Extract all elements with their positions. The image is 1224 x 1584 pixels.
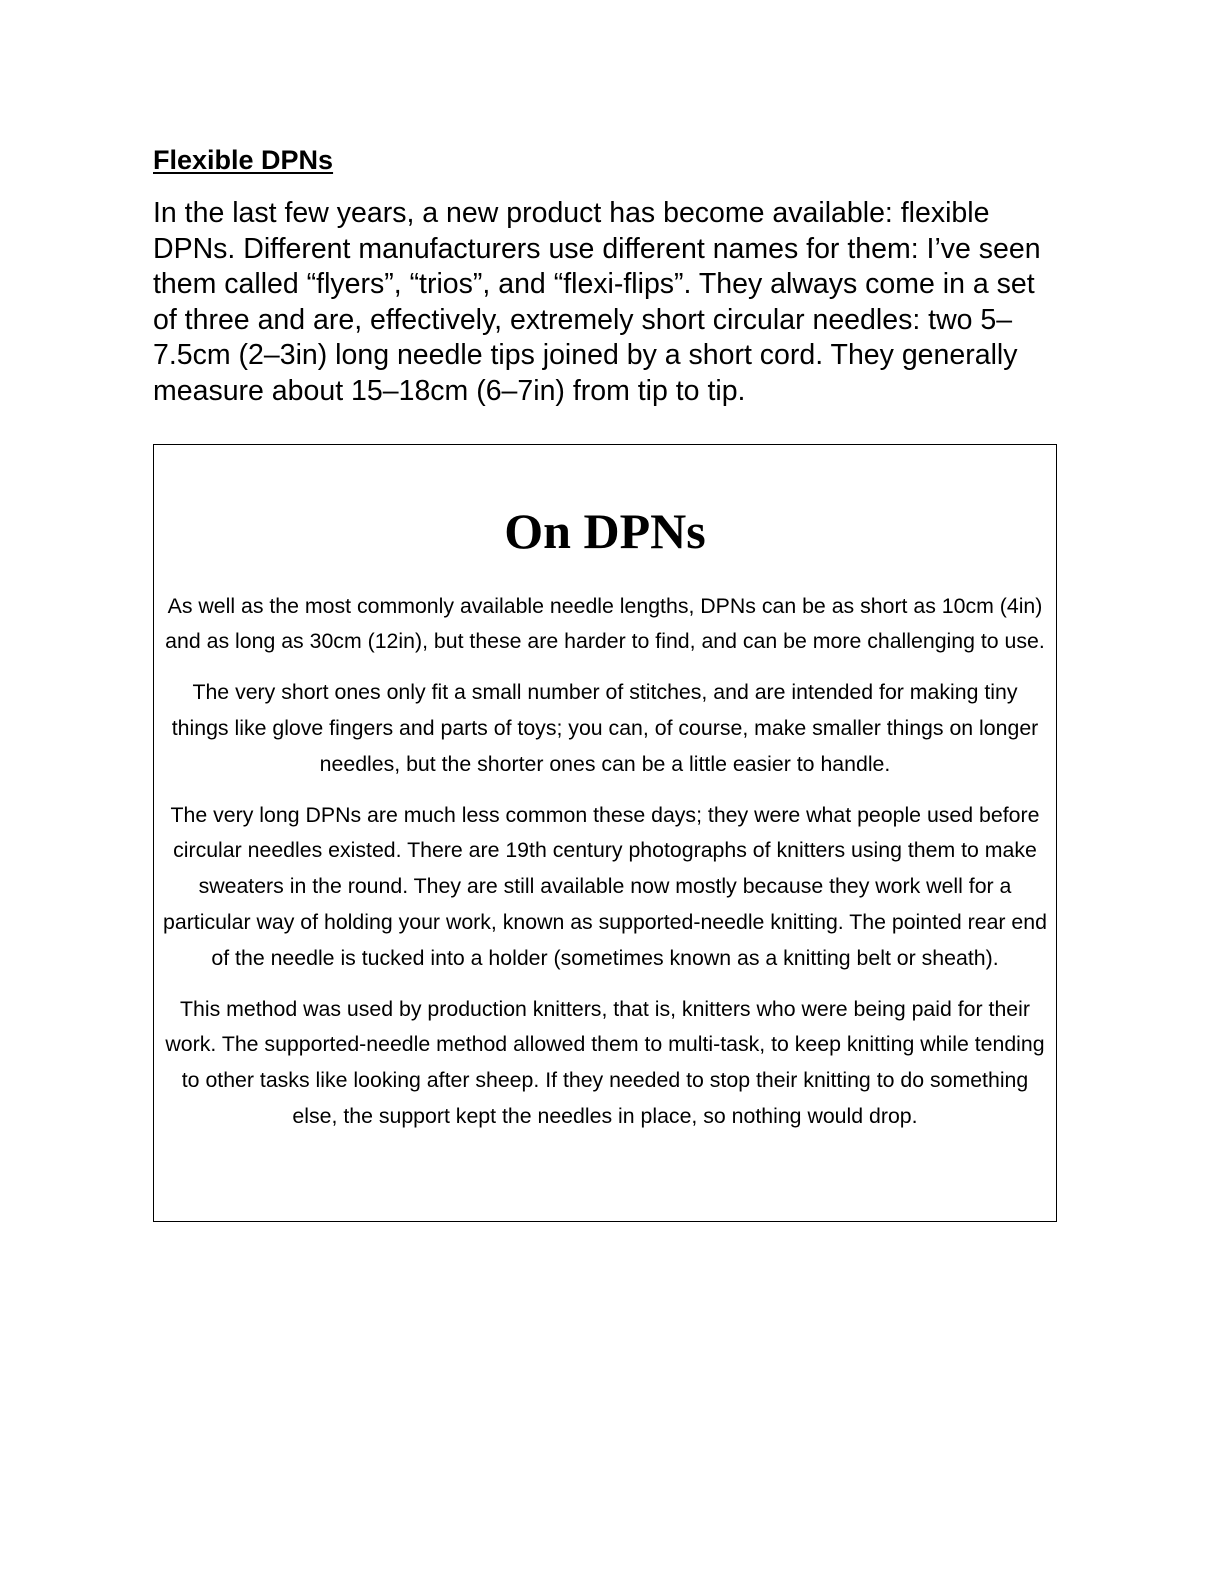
sidebar-paragraph: The very short ones only fit a small number of stitches, and are intended for making tiny things like glove fingers and parts of toys; you can, of course, make smaller things on longer needles, but the shorter ones can be a little easier to handle. xyxy=(171,680,1039,776)
sidebar-paragraph: The very long DPNs are much less common these days; they were what people used before circular needles existed. There are 19th century photographs of knitters using them to make sweaters in the round. They are still available now mostly because they work well for a particular way of holding your work, known as supported-needle knitting. The pointed rear end of the needle is tucked into a holder (sometimes known as a knitting belt or sheath). xyxy=(163,802,1047,970)
sidebar-paragraph: As well as the most commonly available needle lengths, DPNs can be as short as 10cm (4in) and as long as 30cm (12in), but these are harder to find, and can be more challenging to use. xyxy=(165,593,1045,654)
sidebar-paragraph: This method was used by production knitters, that is, knitters who were being paid for their work. The supported-needle method allowed them to multi-task, to keep knitting while tending to other tasks like looking after sheep. If they needed to stop their knitting to do something else, the support kept the needles in place, so nothing would drop. xyxy=(165,996,1045,1128)
section-heading: Flexible DPNs xyxy=(153,145,334,175)
sidebar-title: On DPNs xyxy=(504,502,706,559)
intro-paragraph: In the last few years, a new product has become available: flexible DPNs. Different manufacturers use different names for them: I’ve seen them called “flyers”, “trios”, and “flexi-flips”. They always come in a set of three and are, effectively, extremely short circular needles: two 5–7.5cm (2–3in) long needle tips joined by a short cord. They generally measure about 15–18cm (6–7in) from tip to tip. xyxy=(153,197,1041,407)
document-page xyxy=(153,140,1059,1222)
sidebar-box xyxy=(153,444,1057,1222)
